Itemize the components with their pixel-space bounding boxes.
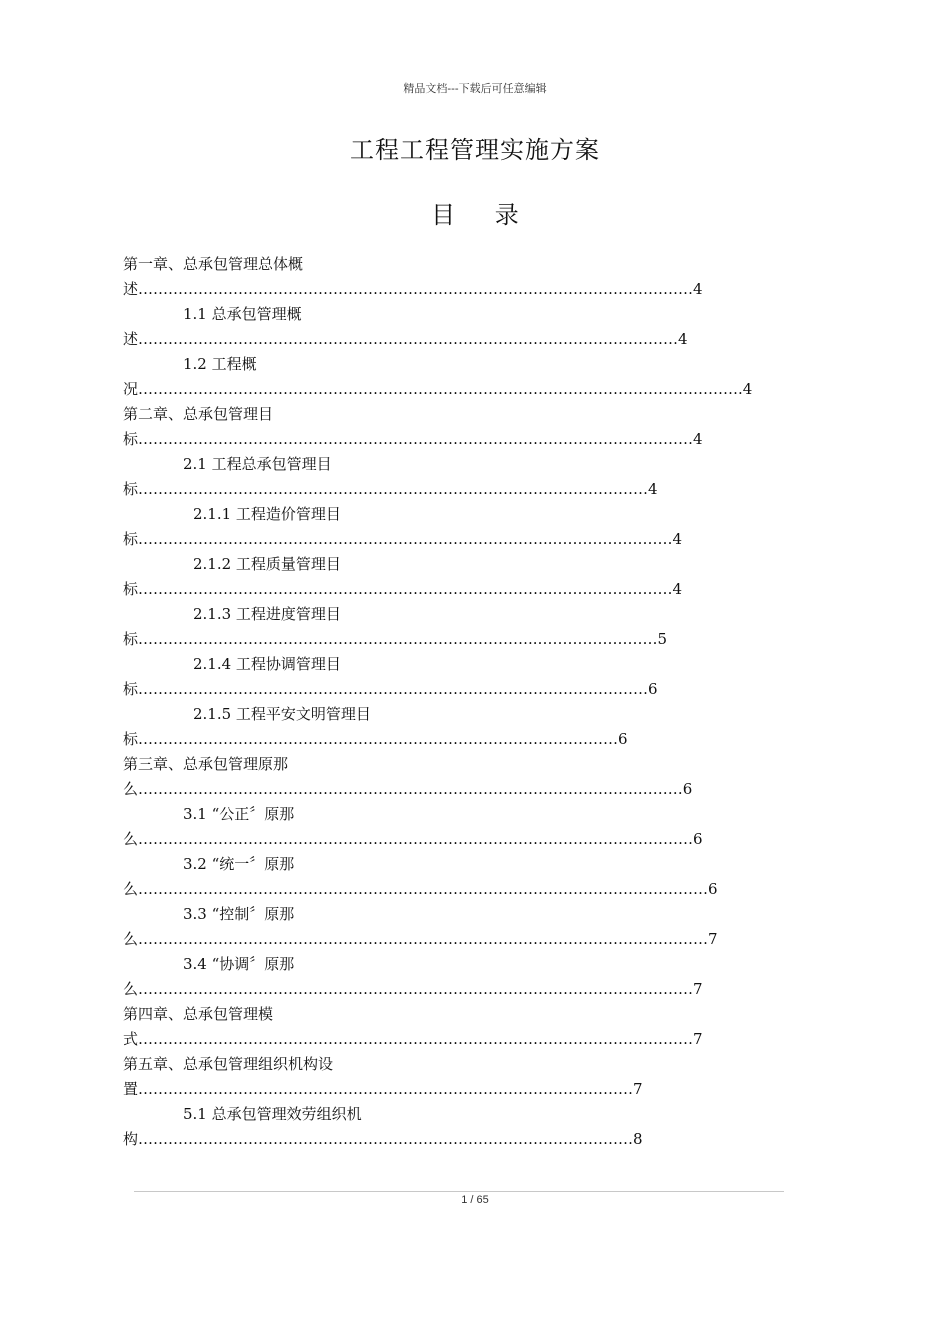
toc-entry-text: 2.1.3 工程进度管理目标……………………………………………………………………..……………………5 [123,605,668,648]
toc-entry[interactable] [123,602,828,652]
toc-entry[interactable] [123,402,828,452]
toc-entry-text: 1.1 总承包管理概述………………………………………………………………………………………………4 [123,305,688,348]
toc-entry[interactable] [123,552,828,602]
toc-entry-text: 1.2 工程概况………………………………………………………………………………………………………….4 [123,355,753,398]
toc-entry[interactable] [123,902,828,952]
toc-entry[interactable] [123,1102,828,1152]
toc-entry-text: 2.1.2 工程质量管理目标………………………………………………………………………..……………………4 [123,555,683,598]
toc-entry-text: 第二章、总承包管理目标…………………………………………………………………………………………………4 [123,405,703,448]
toc-entry-text: 第五章、总承包管理组织机构设置………………………………………………………………………………………7 [123,1055,643,1098]
toc-entry[interactable] [123,1052,828,1102]
toc-entry[interactable] [123,352,828,402]
toc-entry[interactable] [123,702,828,752]
page-header-note: 精品文档---下载后可任意编辑 [403,82,547,95]
toc-entry-text: 3.4 “协调〞原那么…………………………………………………………………………………………………7 [123,955,703,998]
toc-entry-text: 第四章、总承包管理模式…………………………………………………………………………………………………7 [123,1005,703,1048]
footer-divider [134,1191,784,1192]
toc-heading: 目 录 [431,201,535,229]
toc-entry[interactable] [123,652,828,702]
toc-entry[interactable] [123,502,828,552]
table-of-contents [123,252,828,1152]
toc-entry[interactable] [123,252,828,302]
toc-entry-text: 第一章、总承包管理总体概述…………………………………………………………………………………………………4 [123,255,703,298]
toc-entry[interactable] [123,852,828,902]
toc-entry[interactable] [123,802,828,852]
toc-entry-text: 3.3 “控制〞原那么……………………………………………………………………………………………………7 [123,905,718,948]
toc-entry-text: 2.1.1 工程造价管理目标………………………………………………………………………..……………………4 [123,505,683,548]
toc-entry-text: 2.1.4 工程协调管理目标…………………………………………………………………………………………6 [123,655,658,698]
toc-entry-text: 2.1 工程总承包管理目标…………………………………………………………………………………………4 [123,455,658,498]
toc-entry-text: 2.1.5 工程平安文明管理目标……………………………………………………………………………………6 [123,705,628,748]
toc-entry-text: 3.1 “公正〞原那么…………………………………………………………………………………………………6 [123,805,703,848]
document-title: 工程工程管理实施方案 [350,136,600,164]
toc-entry[interactable] [123,452,828,502]
toc-entry-text: 5.1 总承包管理效劳组织机构………………………………………………………………………………………8 [123,1105,643,1148]
toc-entry[interactable] [123,302,828,352]
toc-entry[interactable] [123,1002,828,1052]
toc-entry-text: 3.2 “统一〞原那么……………………………………………………………………………………………………6 [123,855,718,898]
toc-entry-text: 第三章、总承包管理原那么……………………………………………………………………………………….………6 [123,755,693,798]
page-number: 1 / 65 [461,1194,489,1206]
toc-entry[interactable] [123,952,828,1002]
toc-entry[interactable] [123,752,828,802]
